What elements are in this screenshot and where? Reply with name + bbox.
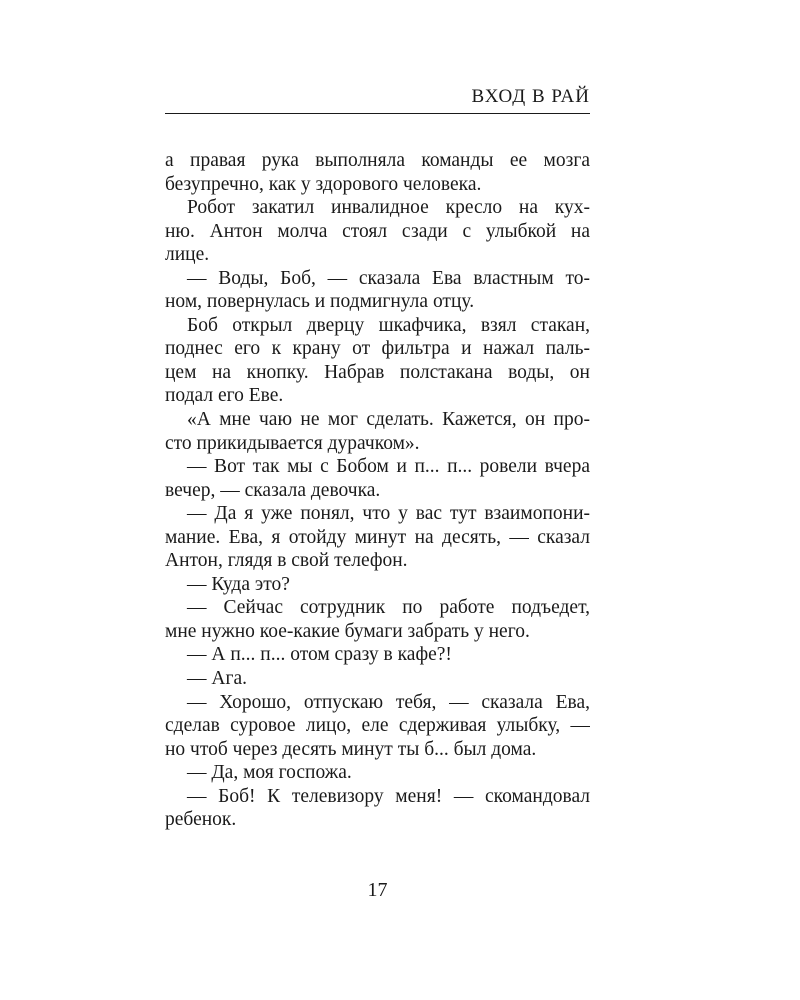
header-rule (165, 113, 590, 114)
text-line: безупречно, как у здорового человека. (165, 173, 482, 195)
text-line: подал его Еве. (165, 385, 284, 407)
text-line: Боб открыл дверцу шкафчика, взял стакан, (187, 314, 590, 336)
text-line: «А мне чаю не мог сделать. Кажется, он про- (187, 409, 590, 431)
text-line: сто прикидывается дурачком». (165, 432, 420, 454)
text-line: мне нужно кое-какие бумаги забрать у него. (165, 620, 530, 642)
text-line: ню. Антон молча стоял сзади с улыбкой на (165, 220, 590, 242)
text-line: а правая рука выполняла команды ее мозга (165, 150, 590, 171)
text-line: — Да, моя госпожа. (187, 762, 352, 784)
running-header (165, 85, 590, 115)
running-title: ВХОД В РАЙ (471, 86, 590, 107)
page-number: 17 (367, 879, 388, 901)
text-line: лице. (165, 244, 210, 266)
body-text (165, 149, 590, 832)
text-line: — Ага. (187, 668, 247, 690)
text-line: сделав суровое лицо, еле сдерживая улыбку, — (165, 715, 590, 737)
text-line: цем на кнопку. Набрав полстакана воды, он (165, 361, 590, 383)
text-line: — Вот так мы с Бобом и п... п... ровели вчера (187, 456, 590, 478)
text-line: — Воды, Боб, — сказала Ева властным то- (187, 267, 590, 289)
text-line: вечер, — сказала девочка. (165, 479, 381, 501)
text-line: — Боб! К телевизору меня! — скомандовал (187, 785, 590, 807)
text-line: поднес его к крану от фильтра и нажал паль- (165, 338, 590, 360)
text-line: мание. Ева, я отойду минут на десять, — сказал (165, 526, 590, 548)
text-line: — Сейчас сотрудник по работе подъедет, (187, 597, 590, 619)
text-line: — Да я уже понял, что у вас тут взаимопони- (187, 503, 590, 525)
text-line: — Куда это? (187, 573, 290, 595)
text-line: но чтоб через десять минут ты б... был дома. (165, 738, 537, 760)
text-line: — Хорошо, отпускаю тебя, — сказала Ева, (187, 691, 590, 713)
text-line: Антон, глядя в свой телефон. (165, 550, 408, 572)
text-line: ребенок. (165, 809, 237, 831)
text-line: — А п... п... отом сразу в кафе?! (187, 644, 452, 666)
text-line: Робот закатил инвалидное кресло на кух- (187, 197, 590, 219)
text-line: ном, повернулась и подмигнула отцу. (165, 291, 475, 313)
